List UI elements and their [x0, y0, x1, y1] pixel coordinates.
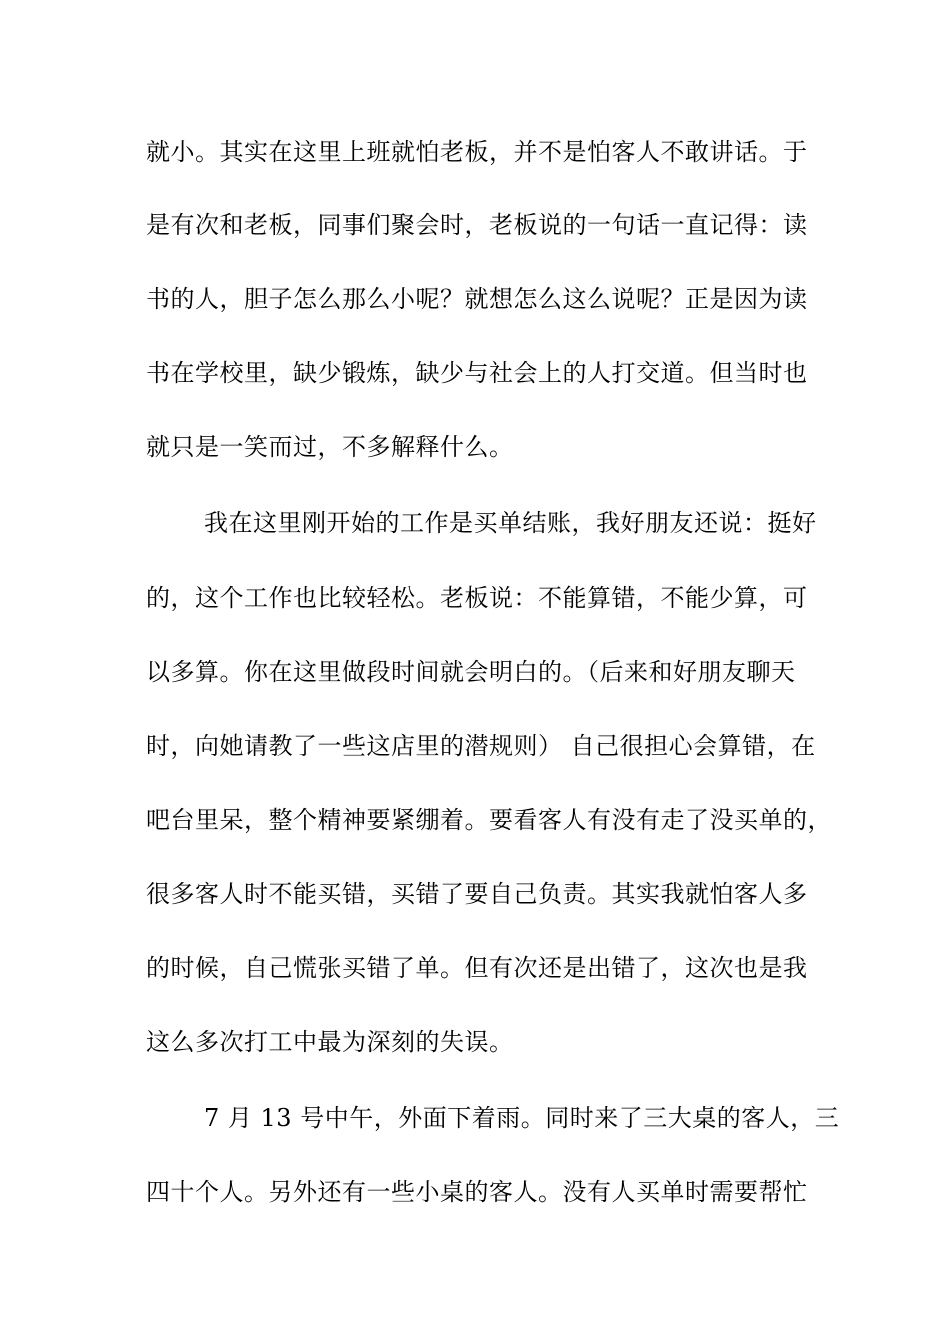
- text-line: 是有次和老板，同事们聚会时，老板说的一句话一直记得：读: [146, 211, 808, 239]
- text-line: 很多客人时不能买错，买错了要自己负责。其实我就怕客人多: [146, 880, 808, 908]
- text-line: 就只是一笑而过，不多解释什么。: [146, 433, 514, 461]
- text-line: 就小。其实在这里上班就怕老板，并不是怕客人不敢讲话。于: [146, 138, 808, 166]
- text-line: 吧台里呆，整个精神要紧绷着。要看客人有没有走了没买单的，: [146, 806, 832, 834]
- text-line: 的时候，自己慌张买错了单。但有次还是出错了，这次也是我: [146, 954, 808, 982]
- paragraph-first-line: 我在这里刚开始的工作是买单结账，我好朋友还说：挺好: [204, 509, 817, 537]
- text-line: 的，这个工作也比较轻松。老板说：不能算错，不能少算，可: [146, 584, 808, 612]
- text-line: 以多算。你在这里做段时间就会明白的。（后来和好朋友聊天: [146, 658, 796, 686]
- text-line: 这么多次打工中最为深刻的失误。: [146, 1028, 514, 1056]
- text-line: 四十个人。另外还有一些小桌的客人。没有人买单时需要帮忙: [146, 1178, 808, 1206]
- paragraph-first-line: 7 月 13 号中午，外面下着雨。同时来了三大桌的客人，三: [204, 1104, 840, 1132]
- text-line: 时，向她请教了一些这店里的潜规则） 自己很担心会算错，在: [146, 732, 816, 760]
- text-line: 书的人，胆子怎么那么小呢？就想怎么这么说呢？正是因为读: [146, 285, 808, 313]
- text-line: 书在学校里，缺少锻炼，缺少与社会上的人打交道。但当时也: [146, 359, 808, 387]
